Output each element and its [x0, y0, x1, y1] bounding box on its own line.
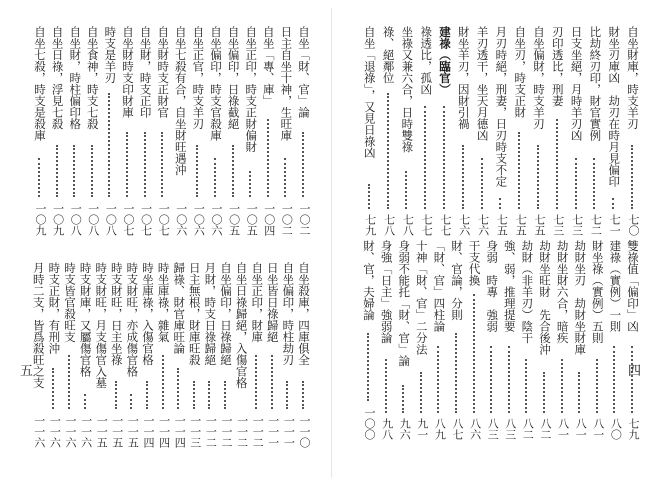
- toc-leader-dots: [473, 294, 477, 413]
- toc-leader-dots: [161, 132, 165, 197]
- toc-entry: [190, 26, 205, 236]
- toc-leader-dots: [462, 145, 466, 209]
- toc-entry-title: 時支財旺，月支傷官入墓: [94, 262, 109, 389]
- toc-entry-title: 自坐財時支正財官: [156, 26, 171, 118]
- toc-entry-page-number: 七五: [514, 214, 528, 236]
- toc-entry-title: 自坐財時支印財庫: [121, 26, 135, 118]
- toc-entry-page-number: 一〇八: [86, 203, 100, 236]
- toc-entry-title: 自坐偏印，日祿截絕: [226, 26, 241, 130]
- toc-leader-dots: [193, 381, 197, 409]
- toc-entry: [296, 262, 311, 448]
- toc-leader-dots: [593, 158, 597, 209]
- toc-entry-title: 干支代換: [467, 240, 482, 286]
- toc-entry-title: 財、官論，分則: [450, 240, 464, 321]
- toc-entry-title: 時支財庫，又屬傷官格: [78, 262, 93, 377]
- toc-entry: [555, 240, 570, 440]
- toc-leader-dots: [385, 359, 389, 413]
- toc-entry: [156, 262, 171, 448]
- toc-entry: [155, 26, 170, 236]
- toc-entry-page-number: 一一六: [64, 415, 77, 448]
- toc-entry-page-number: 八二: [539, 418, 552, 440]
- toc-entry-title: 祿透比，孤凶: [419, 26, 434, 95]
- toc-leader-dots: [508, 346, 512, 413]
- toc-entry-title: 財坐祿（實例）五則: [590, 240, 605, 344]
- toc-entry-title: 坐祿又兼六合，日時雙祿: [400, 26, 415, 153]
- toc-entry-title: 月財，時支日祿歸絕: [203, 262, 218, 366]
- toc-leader-dots: [108, 93, 112, 197]
- toc-entry-title: 比劫終刃印，財官實例: [588, 26, 603, 141]
- toc-entry-title: 建祿（實例）一則: [608, 240, 623, 332]
- toc-entry: [625, 240, 640, 440]
- toc-entry-page-number: 七六: [476, 214, 490, 236]
- toc-leader-dots: [612, 198, 616, 209]
- toc-entry-title: 日主無根，財庫旺殺: [187, 262, 202, 366]
- toc-entry-title: 「財、官」四柱論: [432, 240, 447, 332]
- toc-entry: [202, 262, 217, 448]
- toc-entry-title: 身弱 時專 強弱: [485, 240, 500, 332]
- toc-entry-title: 時支是羊刃: [103, 26, 118, 84]
- toc-entry-title: 建祿（臨官）: [438, 26, 452, 95]
- toc-entry-title: 羊刃透干，坐天月德凶: [475, 26, 490, 141]
- toc-entry-title: 自坐七殺有合，自坐財旺遇沖: [173, 26, 188, 176]
- toc-entry: [218, 262, 233, 448]
- toc-entry: [399, 26, 414, 236]
- toc-entry: [261, 26, 276, 236]
- toc-entry: [572, 240, 587, 440]
- toc-entry: [607, 240, 622, 440]
- toc-entry-title: 月時二支，皆爲殺旺之支: [31, 262, 46, 389]
- toc-entry-title: 自坐偏印，日祿歸絕: [219, 262, 233, 366]
- toc-entry: [519, 240, 534, 440]
- toc-entry-page-number: 七八: [401, 214, 415, 236]
- toc-entry: [187, 262, 202, 448]
- toc-entry-page-number: 一〇七: [157, 203, 171, 236]
- toc-entry-page-number: 八一: [591, 418, 605, 440]
- toc-entry-title: 劫財坐財六合，暗疾: [555, 240, 570, 344]
- toc-leader-dots: [52, 368, 56, 409]
- page-number-right: 四: [628, 364, 642, 379]
- toc-leader-dots: [302, 132, 306, 197]
- toc-entry-page-number: 一〇四: [262, 203, 276, 236]
- toc-entry: [32, 26, 47, 236]
- toc-entry: [280, 262, 295, 448]
- toc-entry-page-number: 一一二: [204, 415, 218, 448]
- toc-entry-title: 強、弱，推理提要: [502, 240, 517, 332]
- toc-entry: [140, 262, 155, 448]
- toc-leader-dots: [437, 346, 441, 413]
- toc-entry-page-number: 一〇九: [51, 203, 65, 236]
- toc-entry-page-number: 一一四: [142, 415, 155, 448]
- toc-entry: [396, 240, 411, 440]
- toc-entry: [173, 26, 188, 236]
- toc-entry-title: 劫財（非羊刃）陰干: [520, 240, 535, 344]
- toc-entry: [493, 26, 508, 236]
- toc-entry-page-number: 七七: [439, 214, 452, 236]
- toc-entry-title: 自坐偏印，時支官殺庫: [209, 26, 223, 141]
- toc-entry: [431, 240, 446, 440]
- toc-entry-page-number: 七七: [420, 214, 434, 236]
- right-page: [330, 0, 660, 486]
- toc-entry-page-number: 一〇九: [34, 203, 47, 236]
- toc-entry-title: 自坐「財、官」論: [297, 26, 311, 118]
- toc-entry-title: 自坐刃，時支正財: [513, 26, 528, 118]
- toc-entry-title: 自坐財庫，時支羊刃: [626, 26, 640, 130]
- toc-leader-dots: [208, 381, 212, 409]
- toc-entry: [78, 262, 93, 448]
- toc-entry-page-number: 一一六: [32, 415, 46, 448]
- toc-leader-dots: [177, 368, 181, 409]
- toc-entry: [243, 26, 258, 236]
- toc-leader-dots: [115, 381, 119, 409]
- toc-entry: [362, 26, 377, 236]
- toc-leader-dots: [146, 381, 150, 409]
- toc-entry: [46, 262, 61, 448]
- toc-entry: [531, 26, 546, 236]
- toc-leader-dots: [387, 93, 391, 209]
- toc-leader-dots: [271, 355, 275, 409]
- toc-entry: [102, 26, 117, 236]
- toc-entry-page-number: 八六: [468, 418, 482, 440]
- toc-entry: [484, 240, 499, 440]
- toc-entry-page-number: 八〇: [609, 418, 623, 440]
- toc-entry-title: 日支坐絕，月時羊刃凶: [569, 26, 584, 141]
- toc-entry-page-number: 一一五: [110, 415, 124, 448]
- toc-entry-page-number: 一〇七: [122, 203, 135, 236]
- toc-entry-page-number: 一一六: [79, 415, 93, 448]
- toc-entry-title: 自坐「退祿」，又見日祿凶: [362, 26, 377, 159]
- toc-entry-title: 日主自坐十神，生旺庫: [279, 26, 294, 141]
- toc-entry-page-number: 一〇七: [139, 203, 153, 236]
- toc-leader-dots: [162, 355, 166, 409]
- toc-entry-page-number: 一一四: [157, 415, 171, 448]
- toc-entry-title: 財坐羊刃，因財引禍: [456, 26, 471, 130]
- toc-leader-dots: [68, 355, 72, 409]
- toc-leader-dots: [56, 145, 60, 197]
- toc-entry-page-number: 七五: [533, 214, 546, 236]
- toc-entry-page-number: 一〇〇: [363, 407, 376, 440]
- toc-leader-dots: [196, 145, 200, 197]
- toc-entry-page-number: 一一二: [235, 415, 249, 448]
- toc-leader-dots: [455, 333, 459, 413]
- toc-entry: [67, 26, 82, 236]
- toc-entry-title: 時支財旺，亦成傷官格: [125, 262, 140, 377]
- toc-entry: [467, 240, 482, 440]
- toc-entry-page-number: 九六: [398, 418, 412, 440]
- toc-entry-page-number: 一〇五: [227, 203, 241, 236]
- toc-entry-page-number: 一一五: [95, 415, 109, 448]
- toc-entry-title: 自坐日祿，浮見七殺: [50, 26, 65, 130]
- toc-entry: [449, 240, 464, 440]
- toc-leader-dots: [286, 381, 290, 409]
- toc-leader-dots: [224, 381, 228, 409]
- toc-entry-title: 時支財旺，日主坐祿: [109, 262, 124, 366]
- toc-entry: [537, 240, 552, 440]
- toc-entry-page-number: 一一二: [251, 415, 265, 448]
- toc-leader-dots: [443, 106, 447, 209]
- toc-entry-title: 刃印透比，刑妻: [550, 26, 565, 107]
- toc-entry: [234, 262, 249, 448]
- toc-entry: [171, 262, 186, 448]
- toc-leader-dots: [73, 145, 77, 197]
- toc-entry-page-number: 一〇八: [69, 203, 83, 236]
- toc-leader-dots: [424, 106, 428, 209]
- toc-entry-page-number: 八三: [503, 418, 517, 440]
- toc-entry-page-number: 九八: [380, 418, 394, 440]
- toc-leader-dots: [525, 359, 529, 413]
- toc-entry-title: 自坐偏財，時支羊刃: [532, 26, 546, 130]
- toc-entry: [456, 26, 471, 236]
- toc-entry-title: 劫財坐刃 劫財坐財庫: [573, 240, 588, 355]
- toc-entry-title: 自坐殺庫，四庫俱全: [297, 262, 311, 366]
- toc-leader-dots: [405, 171, 409, 209]
- toc-entry-title: 日坐皆日祿歸絕: [265, 262, 280, 343]
- toc-leader-dots: [518, 132, 522, 209]
- toc-entry-page-number: 一一四: [173, 415, 187, 448]
- toc-entry: [625, 26, 640, 236]
- toc-entry-title: 自坐日祿歸絕，入傷官格: [234, 262, 249, 389]
- toc-entry-title: 自坐正印，時支正財偏財: [244, 26, 259, 153]
- toc-entry-page-number: 一〇六: [210, 203, 223, 236]
- toc-entry-title: 自坐七殺，時支是殺庫: [33, 26, 47, 141]
- toc-entry: [587, 26, 602, 236]
- toc-entry-page-number: 九一: [415, 418, 429, 440]
- toc-entry-page-number: 一一〇: [298, 415, 311, 448]
- toc-leader-dots: [537, 145, 541, 209]
- toc-leader-dots: [302, 381, 306, 409]
- toc-entry-page-number: 八二: [521, 418, 535, 440]
- toc-entry-title: 財、官，夫婦論: [362, 240, 376, 321]
- toc-leader-dots: [481, 158, 485, 209]
- toc-entry-page-number: 七三: [570, 214, 584, 236]
- toc-entry: [512, 26, 527, 236]
- toc-leader-dots: [613, 346, 617, 413]
- toc-entry: [62, 262, 77, 448]
- toc-leader-dots: [556, 119, 560, 209]
- toc-entry-page-number: 八七: [451, 418, 464, 440]
- toc-entry: [120, 26, 135, 236]
- toc-entry-title: 時坐庫祿，入傷官格: [141, 262, 155, 366]
- toc-entry-page-number: 八三: [486, 418, 500, 440]
- toc-entry-page-number: 一一二: [220, 415, 233, 448]
- toc-leader-dots: [631, 145, 635, 209]
- toc-entry: [437, 26, 452, 236]
- toc-entry-page-number: 一〇六: [174, 203, 188, 236]
- toc-entry: [265, 262, 280, 448]
- toc-leader-dots: [126, 132, 130, 197]
- toc-entry-title: 時支正財，有刑沖: [47, 262, 62, 354]
- toc-entry: [50, 26, 65, 236]
- toc-entry-page-number: 七九: [627, 418, 640, 440]
- toc-entry: [278, 26, 293, 236]
- toc-entry: [226, 26, 241, 236]
- toc-leader-dots: [84, 394, 88, 409]
- toc-entry: [124, 262, 139, 448]
- toc-entry: [379, 240, 394, 440]
- toc-entry: [418, 26, 433, 236]
- toc-entry-page-number: 一一三: [188, 415, 202, 448]
- toc-entry: [93, 262, 108, 448]
- toc-leader-dots: [578, 372, 582, 413]
- toc-entry-page-number: 八一: [574, 418, 588, 440]
- toc-entry-page-number: 七〇: [627, 214, 640, 236]
- toc-entry: [208, 26, 223, 236]
- toc-leader-dots: [130, 394, 134, 409]
- toc-entry-page-number: 一〇二: [280, 203, 294, 236]
- toc-entry-page-number: 一一一: [266, 415, 280, 448]
- toc-entry-title: 劫財坐旺財 先合後沖: [538, 240, 552, 355]
- toc-entry-title: 十神「財、官」二分法: [414, 240, 429, 355]
- toc-entry-page-number: 七六: [457, 214, 471, 236]
- toc-leader-dots: [249, 171, 253, 197]
- toc-leader-dots: [490, 346, 494, 413]
- toc-entry-title: 雙祿值「偏印」凶: [626, 240, 640, 332]
- toc-entry-page-number: 七九: [363, 214, 377, 236]
- toc-leader-dots: [255, 355, 259, 409]
- toc-entry-title: 自坐財，時柱偏印格: [68, 26, 83, 130]
- toc-entry: [138, 26, 153, 236]
- toc-entry-page-number: 一一六: [48, 415, 62, 448]
- toc-entry-title: 自坐食神，時支七殺: [85, 26, 100, 130]
- toc-entry-title: 身弱不能托「財、官」論: [397, 240, 412, 367]
- toc-entry-title: 祿、絕鄰位: [381, 26, 396, 84]
- toc-entry-title: 自坐正官，時支羊刃: [191, 26, 206, 130]
- toc-entry: [296, 26, 311, 236]
- toc-entry-page-number: 七一: [608, 214, 622, 236]
- toc-leader-dots: [420, 372, 424, 413]
- toc-entry-title: 自坐偏印，時柱劫刃: [281, 262, 296, 366]
- toc-entry-page-number: 八九: [433, 418, 447, 440]
- toc-entry-page-number: 一〇六: [192, 203, 206, 236]
- toc-entry-page-number: 一〇八: [104, 203, 118, 236]
- toc-entry-title: 自坐正印，財庫: [250, 262, 265, 343]
- toc-leader-dots: [368, 184, 372, 209]
- toc-leader-dots: [575, 158, 579, 209]
- toc-entry: [606, 26, 621, 236]
- toc-leader-dots: [631, 346, 635, 413]
- toc-entry-page-number: 八一: [556, 418, 570, 440]
- toc-leader-dots: [499, 198, 503, 209]
- toc-entry-title: 月刃時絕，刑妻，日刃時支不定: [494, 26, 509, 187]
- toc-leader-dots: [596, 359, 600, 413]
- toc-entry-page-number: 七八: [382, 214, 396, 236]
- toc-leader-dots: [284, 158, 288, 197]
- toc-entry-page-number: 一一一: [282, 415, 296, 448]
- toc-leader-dots: [232, 145, 236, 197]
- page-number-left: 五: [20, 364, 34, 379]
- toc-entry: [361, 240, 376, 440]
- toc-entry: [590, 240, 605, 440]
- toc-entry: [475, 26, 490, 236]
- toc-entry: [85, 26, 100, 236]
- toc-entry-title: 歸祿、財官庫旺論: [172, 262, 187, 354]
- toc-entry: [249, 262, 264, 448]
- toc-entry: [31, 262, 46, 448]
- toc-leader-dots: [402, 385, 406, 413]
- toc-entry-title: 自坐財，時支正印: [138, 26, 153, 118]
- toc-entry: [569, 26, 584, 236]
- toc-entry-page-number: 七二: [589, 214, 603, 236]
- toc-leader-dots: [267, 119, 271, 197]
- toc-entry: [502, 240, 517, 440]
- toc-leader-dots: [144, 132, 148, 197]
- toc-leader-dots: [91, 145, 95, 197]
- toc-entry: [381, 26, 396, 236]
- toc-entry: [109, 262, 124, 448]
- toc-leader-dots: [367, 333, 371, 401]
- toc-entry-page-number: 七三: [551, 214, 565, 236]
- toc-entry-page-number: 一〇五: [245, 203, 259, 236]
- toc-leader-dots: [543, 372, 547, 413]
- toc-leader-dots: [38, 158, 42, 197]
- toc-entry-title: 時支皆官殺旺支: [63, 262, 77, 343]
- toc-entry-title: 自坐「專、庫」: [261, 26, 276, 107]
- toc-leader-dots: [214, 158, 218, 197]
- toc-entry: [550, 26, 565, 236]
- toc-entry-title: 身強「日主」強弱論: [379, 240, 394, 344]
- toc-entry-page-number: 一一五: [126, 415, 140, 448]
- toc-entry-title: 財坐刃庫凶 劫刃在時月見偏印: [607, 26, 622, 187]
- toc-entry-title: 時坐庫祿，雜氣: [156, 262, 171, 343]
- toc-entry-page-number: 七五: [495, 214, 509, 236]
- toc-leader-dots: [561, 359, 565, 413]
- toc-entry: [414, 240, 429, 440]
- toc-entry-page-number: 一〇二: [298, 203, 311, 236]
